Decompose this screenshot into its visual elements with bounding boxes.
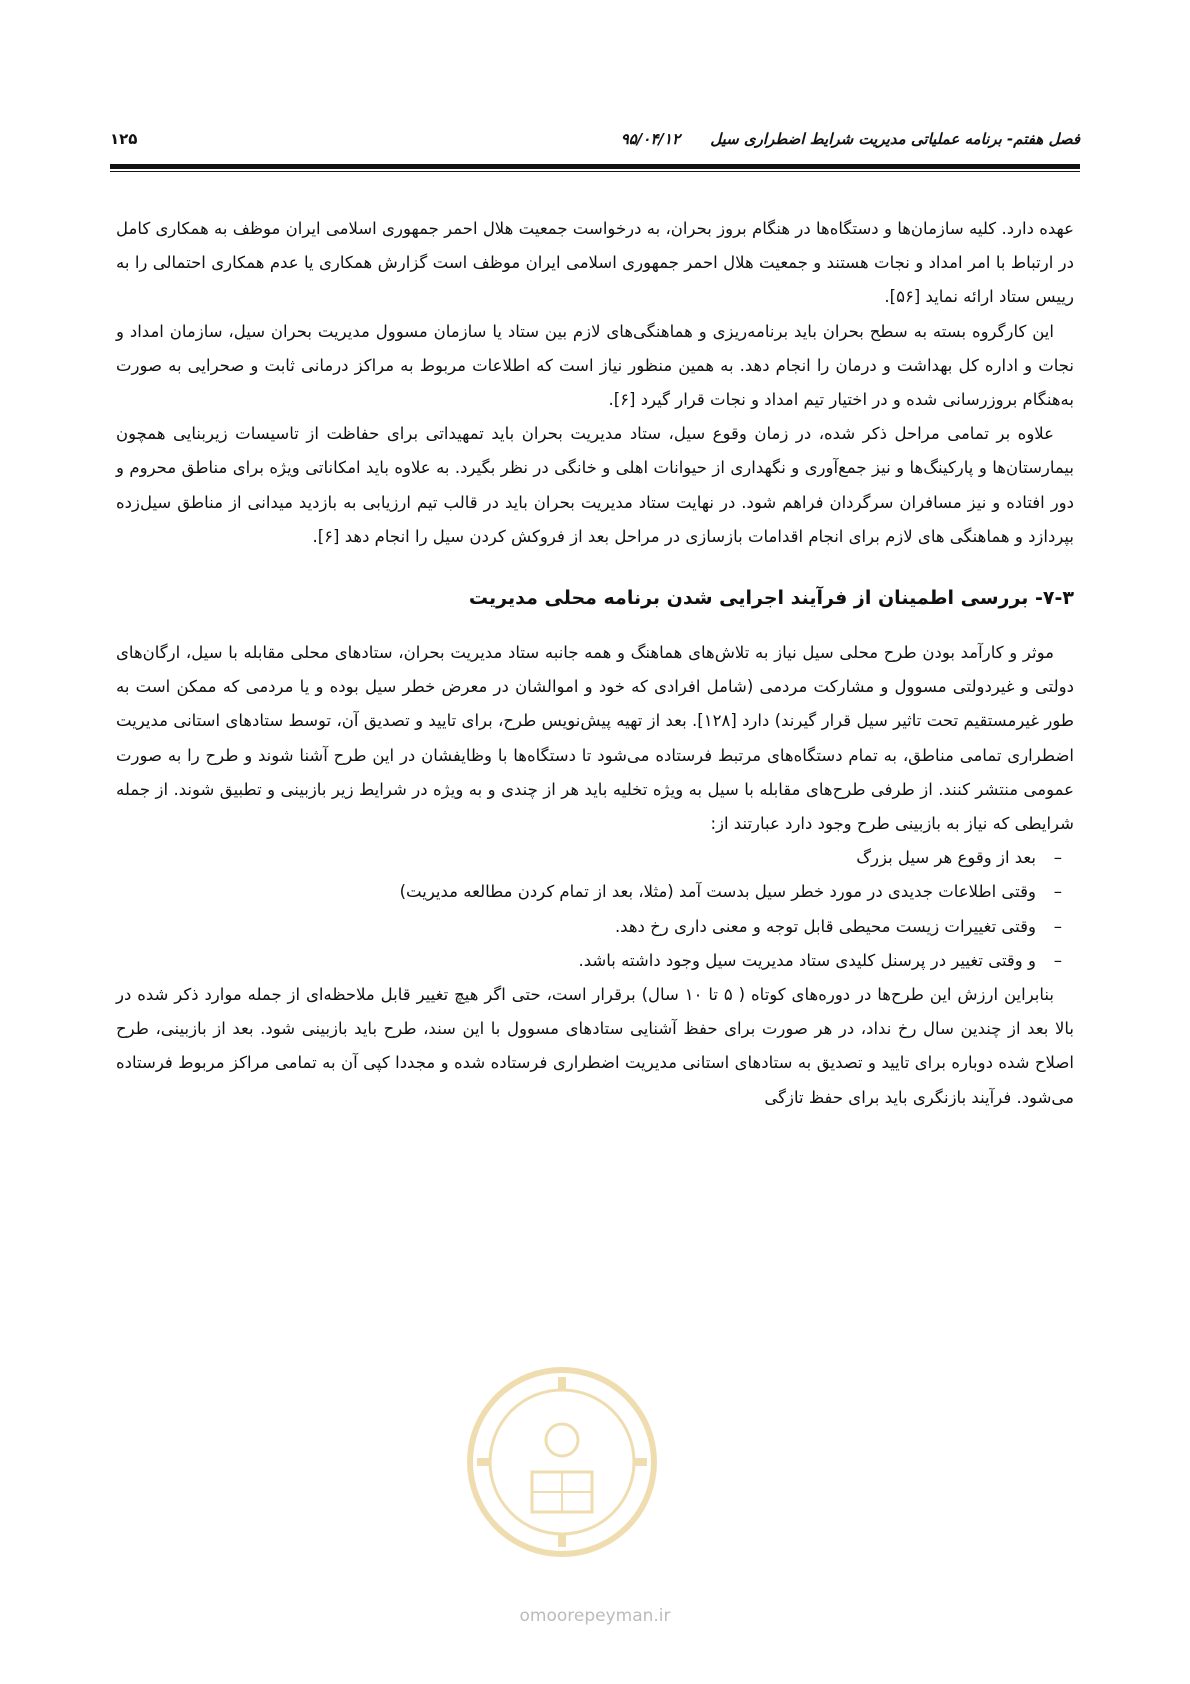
chapter-title: فصل هفتم- برنامه عملیاتی مدیریت شرایط اضطراری سیل [710, 130, 1080, 148]
bullet-dash: – [1053, 950, 1062, 970]
list-item [116, 910, 1062, 944]
header-rule-thin [110, 171, 1080, 172]
list-item-text: وقتی اطلاعات جدیدی در مورد خطر سیل بدست آمد (مثلا، بعد از تمام کردن مطالعه مدیریت) [399, 882, 1036, 902]
page-number: ۱۲۵ [110, 130, 138, 148]
paragraph: این کارگروه بسته به سطح بحران باید برنامه‌ریزی و هماهنگی‌های لازم بین ستاد یا سازمان مسوول مدیریت بحران سیل، سازمان امداد و نجات و اداره کل بهداشت و درمان را انجام دهد. به همین منظور نیاز است که اطلاعات مربوط به مراکز درمانی ثابت و صحرایی به صورت به‌هنگام بروزرسانی شده و در اختیار تیم امداد و نجات قرار گیرد [۶]. [116, 321, 1074, 410]
list-item-text: بعد از وقوع هر سیل بزرگ [856, 848, 1036, 868]
bullet-dash: – [1053, 882, 1062, 902]
header-date: ۹۵/۰۴/۱۲ [620, 130, 680, 148]
page-header [110, 128, 1080, 156]
list-item-text: و وقتی تغییر در پرسنل کلیدی ستاد مدیریت سیل وجود داشته باشد. [578, 950, 1036, 970]
page-body [116, 212, 1074, 1115]
paragraph: عهده دارد. کلیه سازمان‌ها و دستگاه‌ها در هنگام بروز بحران، به درخواست جمعیت هلال احمر جمهوری اسلامی ایران موظف به همکاری کامل در ارتباط با امر امداد و نجات هستند و جمعیت هلال احمر جمهوری اسلامی ایران موظف است گزارش همکاری یا عدم همکاری احتمالی را به رییس ستاد ارائه نماید [۵۶]. [116, 219, 1074, 307]
list-item [116, 875, 1062, 909]
condition-list [116, 841, 1074, 978]
list-item-text: وقتی تغییرات زیست محیطی قابل توجه و معنی داری رخ دهد. [614, 916, 1036, 936]
paragraph: موثر و کارآمد بودن طرح محلی سیل نیاز به تلاش‌های هماهنگ و همه جانبه ستاد مدیریت بحران، ستادهای محلی مقابله با سیل، ارگان‌های دولتی و غیردولتی مسوول و مشارکت مردمی (شامل افرادی که خود و اموالشان در معرض خطر سیل بوده و یا مردمی که ممکن است به طور غیرمستقیم تحت تاثیر سیل قرار گیرند) دارد [۱۲۸]. بعد از تهیه پیش‌نویس طرح، برای تایید و تصدیق آن، توسط ستادهای استانی مدیریت اضطراری تمامی مناطق، به تمام دستگاه‌های مرتبط فرستاده می‌شود تا دستگاه‌ها با وظایفشان در این طرح آشنا شوند و طرح را به صورت عمومی منتشر کنند. از طرفی طرح‌های مقابله با سیل به ویژه تخلیه باید هر از چندی و به ویژه در شرایط زیر بازبینی و تطبیق شوند. از جمله شرایطی که نیاز به بازبینی طرح وجود دارد عبارتند از: [116, 643, 1074, 834]
header-rule-thick [110, 164, 1080, 169]
list-item [116, 841, 1062, 875]
paragraph: بنابراین ارزش این طرح‌ها در دوره‌های کوتاه ( ۵ تا ۱۰ سال) برقرار است، حتی اگر هیچ تغییر قابل ملاحظه‌ای از جمله موارد ذکر شده در بالا بعد از چندین سال رخ نداد، در هر صورت برای حفظ آشنایی ستادهای مسوول با این سند، طرح باید بازبینی شود. بعد از بازبینی، طرح اصلاح شده دوباره برای تایید و تصدیق به ستادهای استانی مدیریت اضطراری فرستاده شده و مجددا کپی آن به تمامی مراکز مربوط فرستاده می‌شود. فرآیند بازنگری باید برای حفظ تازگی [116, 985, 1074, 1107]
bullet-dash: – [1053, 916, 1062, 936]
watermark-seal-icon [462, 1362, 662, 1562]
paragraph: علاوه بر تمامی مراحل ذکر شده، در زمان وقوع سیل، ستاد مدیریت بحران باید تمهیداتی برای حفاظت از تاسیسات زیربنایی همچون بیمارستان‌ها و پارکینگ‌ها و نیز جمع‌آوری و نگهداری از حیوانات اهلی و خانگی در نظر بگیرد. به علاوه باید امکاناتی ویژه برای مناطق محروم و دور افتاده و نیز مسافران سرگردان فراهم شود. در نهایت ستاد مدیریت بحران باید در قالب تیم ارزیابی به بازدید میدانی از مناطق سیل‌زده بپردازد و هماهنگی های لازم برای انجام اقدامات بازسازی در مراحل بعد از فروکش کردن سیل را انجام دهد [۶]. [116, 424, 1074, 546]
bullet-dash: – [1053, 848, 1062, 868]
section-heading: ۷-۳- بررسی اطمینان از فرآیند اجرایی شدن برنامه محلی مدیریت [468, 587, 1074, 610]
watermark-url: omoorepeyman.ir [519, 1606, 671, 1626]
list-item [116, 944, 1062, 978]
